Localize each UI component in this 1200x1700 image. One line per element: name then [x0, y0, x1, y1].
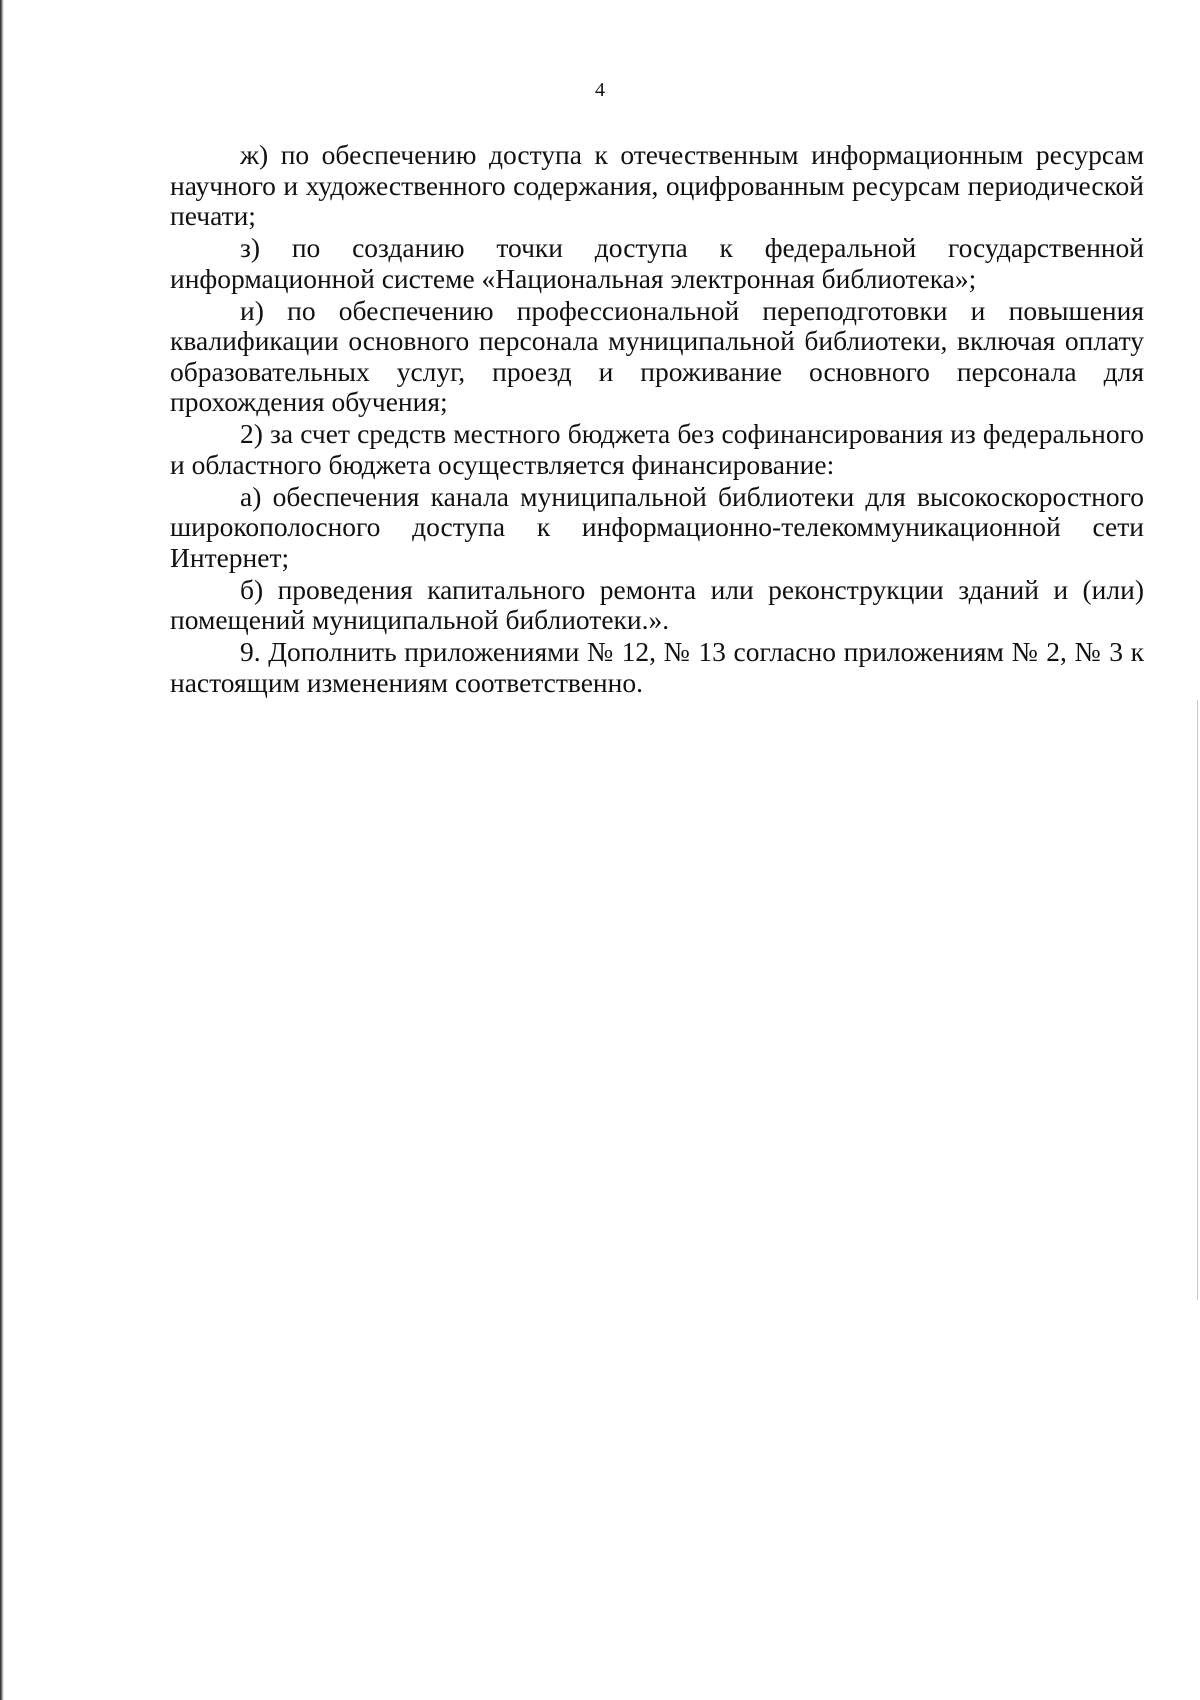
paragraph-item-2: 2) за счет средств местного бюджета без софинансирования из федерального и областного бюджета осуществляется финансирование:: [170, 418, 1144, 480]
page-number: 4: [595, 79, 605, 101]
paragraph-item-b: б) проведения капитального ремонта или реконструкции зданий и (или) помещений муниципальной библиотеки.».: [170, 573, 1144, 635]
scan-edge: [0, 0, 4, 1700]
paragraph-item-i: и) по обеспечению профессиональной переподготовки и повышения квалификации основного персонала муниципальной библиотеки, включая оплату образовательных услуг, проезд и проживание основного персонала для прохождения обучения;: [170, 294, 1144, 417]
scan-edge: [1197, 700, 1198, 1300]
paragraph-item-z: з) по созданию точки доступа к федеральной государственной информационной системе «Национальная электронная библиотека»;: [170, 232, 1144, 294]
paragraph-item-zh: ж) по обеспечению доступа к отечественным информационным ресурсам научного и художественного содержания, оцифрованным ресурсам периодической печати;: [170, 139, 1144, 231]
paragraph-item-a: а) обеспечения канала муниципальной библиотеки для высокоскоростного широкополосного доступа к информационно-телекоммуникационной сети Интернет;: [170, 480, 1144, 573]
document-body: [170, 140, 1144, 700]
paragraph-item-9: 9. Дополнить приложениями № 12, № 13 согласно приложениям № 2, № 3 к настоящим изменениям соответственно.: [170, 636, 1144, 698]
